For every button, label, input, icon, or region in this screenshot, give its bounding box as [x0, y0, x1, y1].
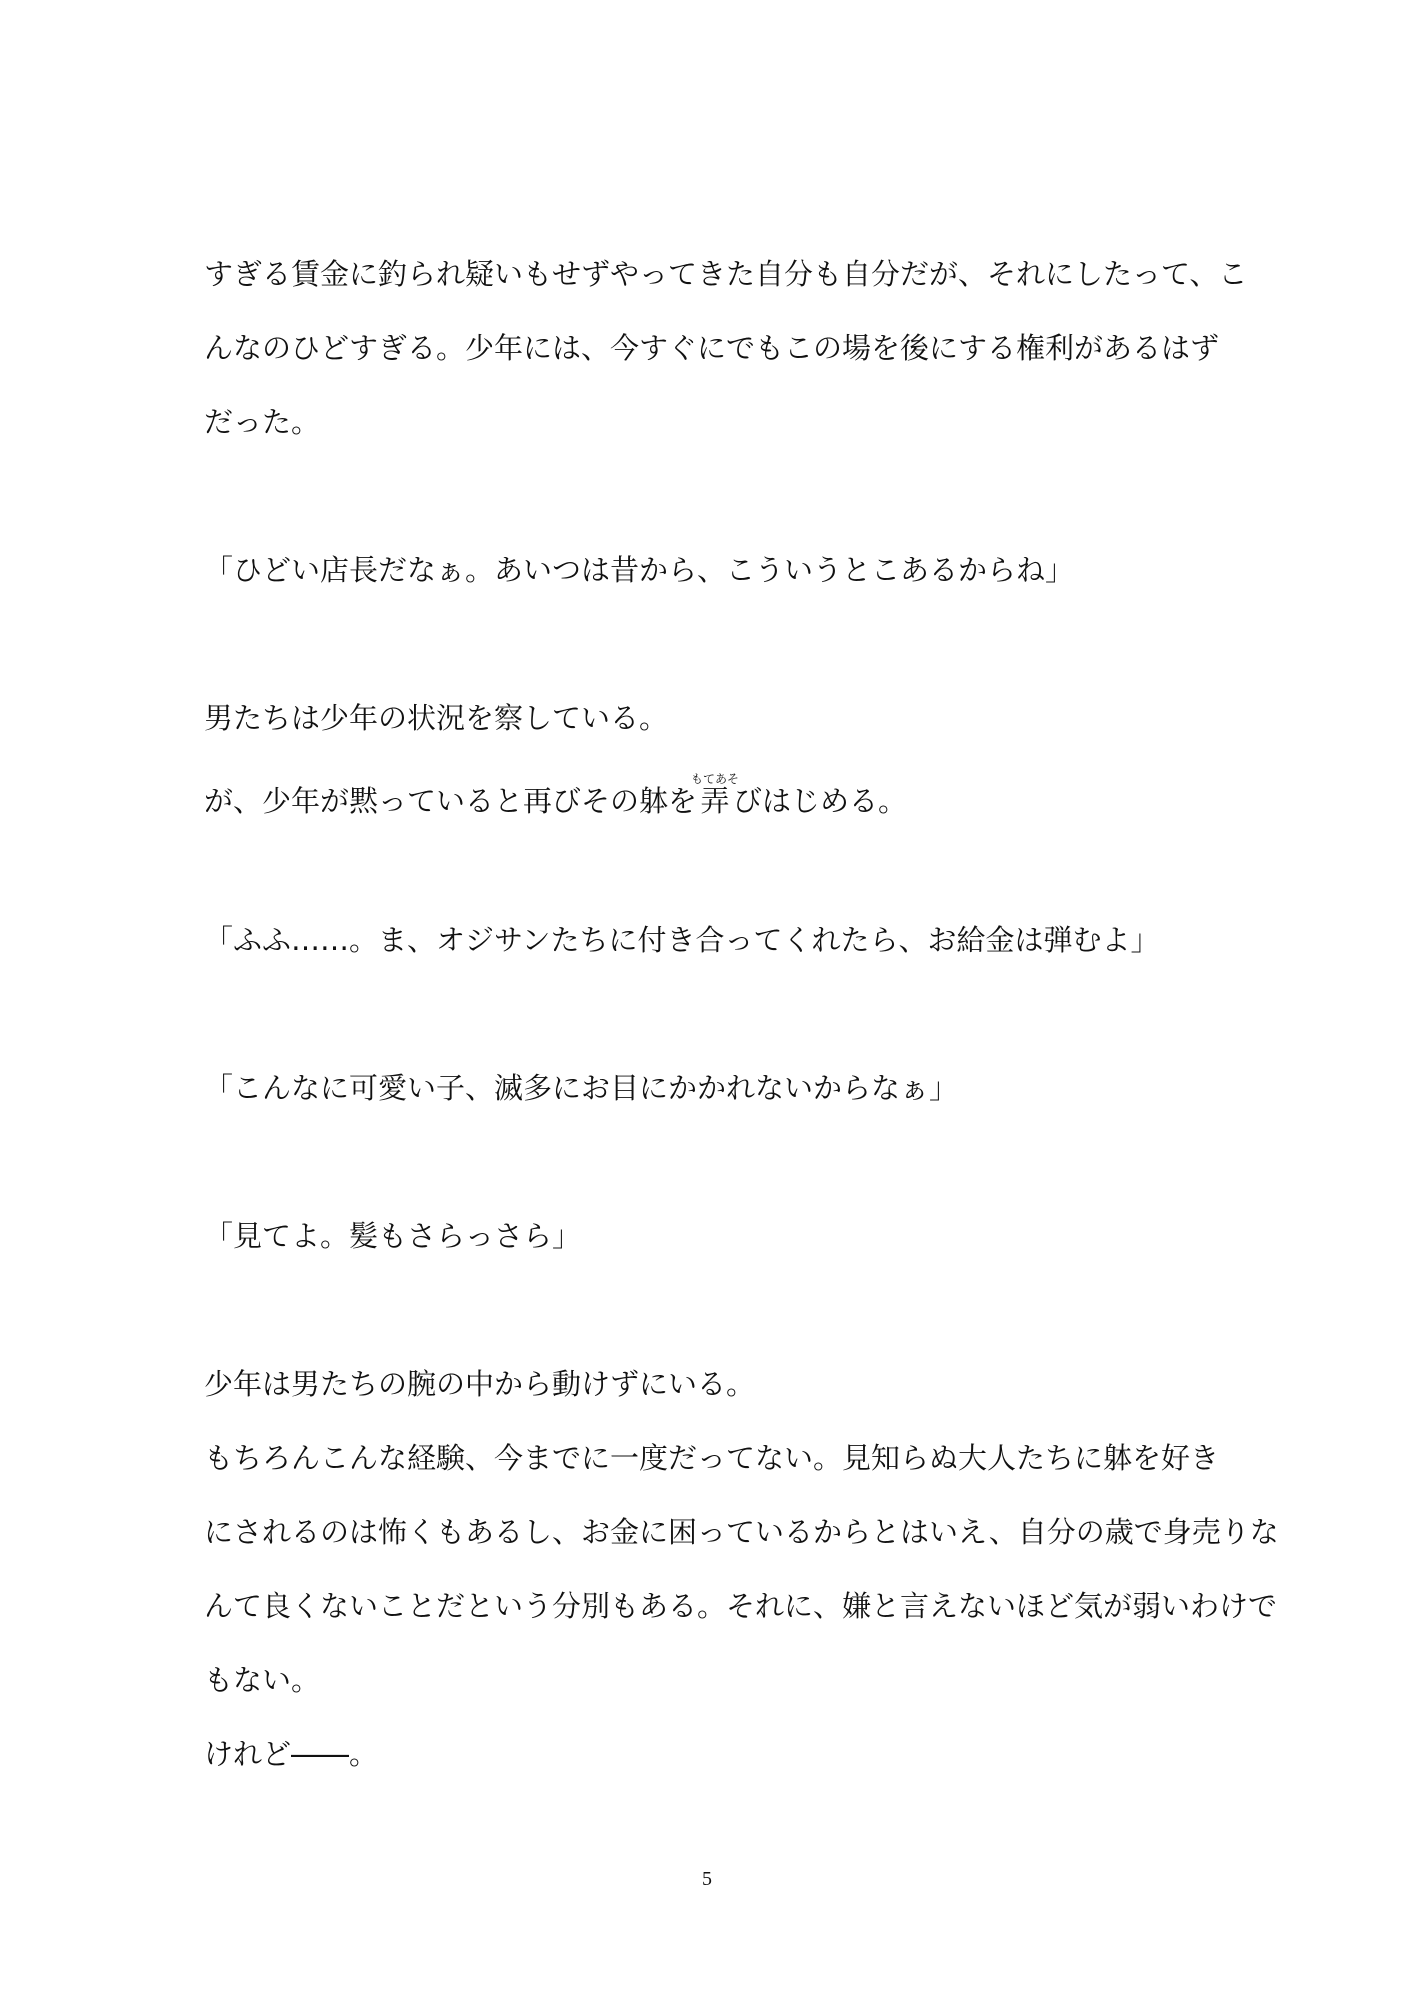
body-text-line-with-ruby — [204, 772, 1214, 821]
body-text-line: もない。 — [204, 1663, 321, 1697]
body-text-line: んて良くないことだという分別もある。それに、嫌と言えないほど気が弱いわけで — [204, 1589, 1278, 1623]
ruby-line-after: びはじめる。 — [733, 784, 908, 818]
page-number: 5 — [702, 1868, 712, 1890]
body-text-line: 男たちは少年の状況を察している。 — [204, 701, 669, 735]
dialogue-line: 「ひどい店長だなぁ。あいつは昔から、こういうとこあるからね」 — [204, 553, 1075, 587]
body-text-line: んなのひどすぎる。少年には、今すぐにでもこの場を後にする権利があるはず — [204, 331, 1220, 365]
ruby-reading: もてあそ — [691, 772, 740, 786]
body-text-line: けれど――。 — [204, 1737, 379, 1771]
ruby-line-before: が、少年が黙っていると再びその躰を — [204, 784, 698, 818]
body-text-line: すぎる賃金に釣られ疑いもせずやってきた自分も自分だが、それにしたって、こ — [204, 257, 1248, 291]
ruby-base: 弄 — [691, 784, 740, 818]
dialogue-line: 「こんなに可愛い子、滅多にお目にかかれないからなぁ」 — [204, 1071, 959, 1105]
body-text-line: にされるのは怖くもあるし、お金に困っているからとはいえ、自分の歳で身売りな — [204, 1515, 1279, 1549]
dialogue-line: 「ふふ……。ま、オジサンたちに付き合ってくれたら、お給金は弾むよ」 — [204, 923, 1160, 957]
dialogue-line: 「見てよ。髪もさらっさら」 — [204, 1219, 582, 1253]
ruby-annotation — [691, 772, 740, 818]
body-text-line: もちろんこんな経験、今までに一度だってない。見知らぬ大人たちに躰を好き — [204, 1441, 1220, 1475]
body-text-line: だった。 — [204, 405, 321, 439]
body-text-line: 少年は男たちの腕の中から動けずにいる。 — [204, 1367, 756, 1401]
